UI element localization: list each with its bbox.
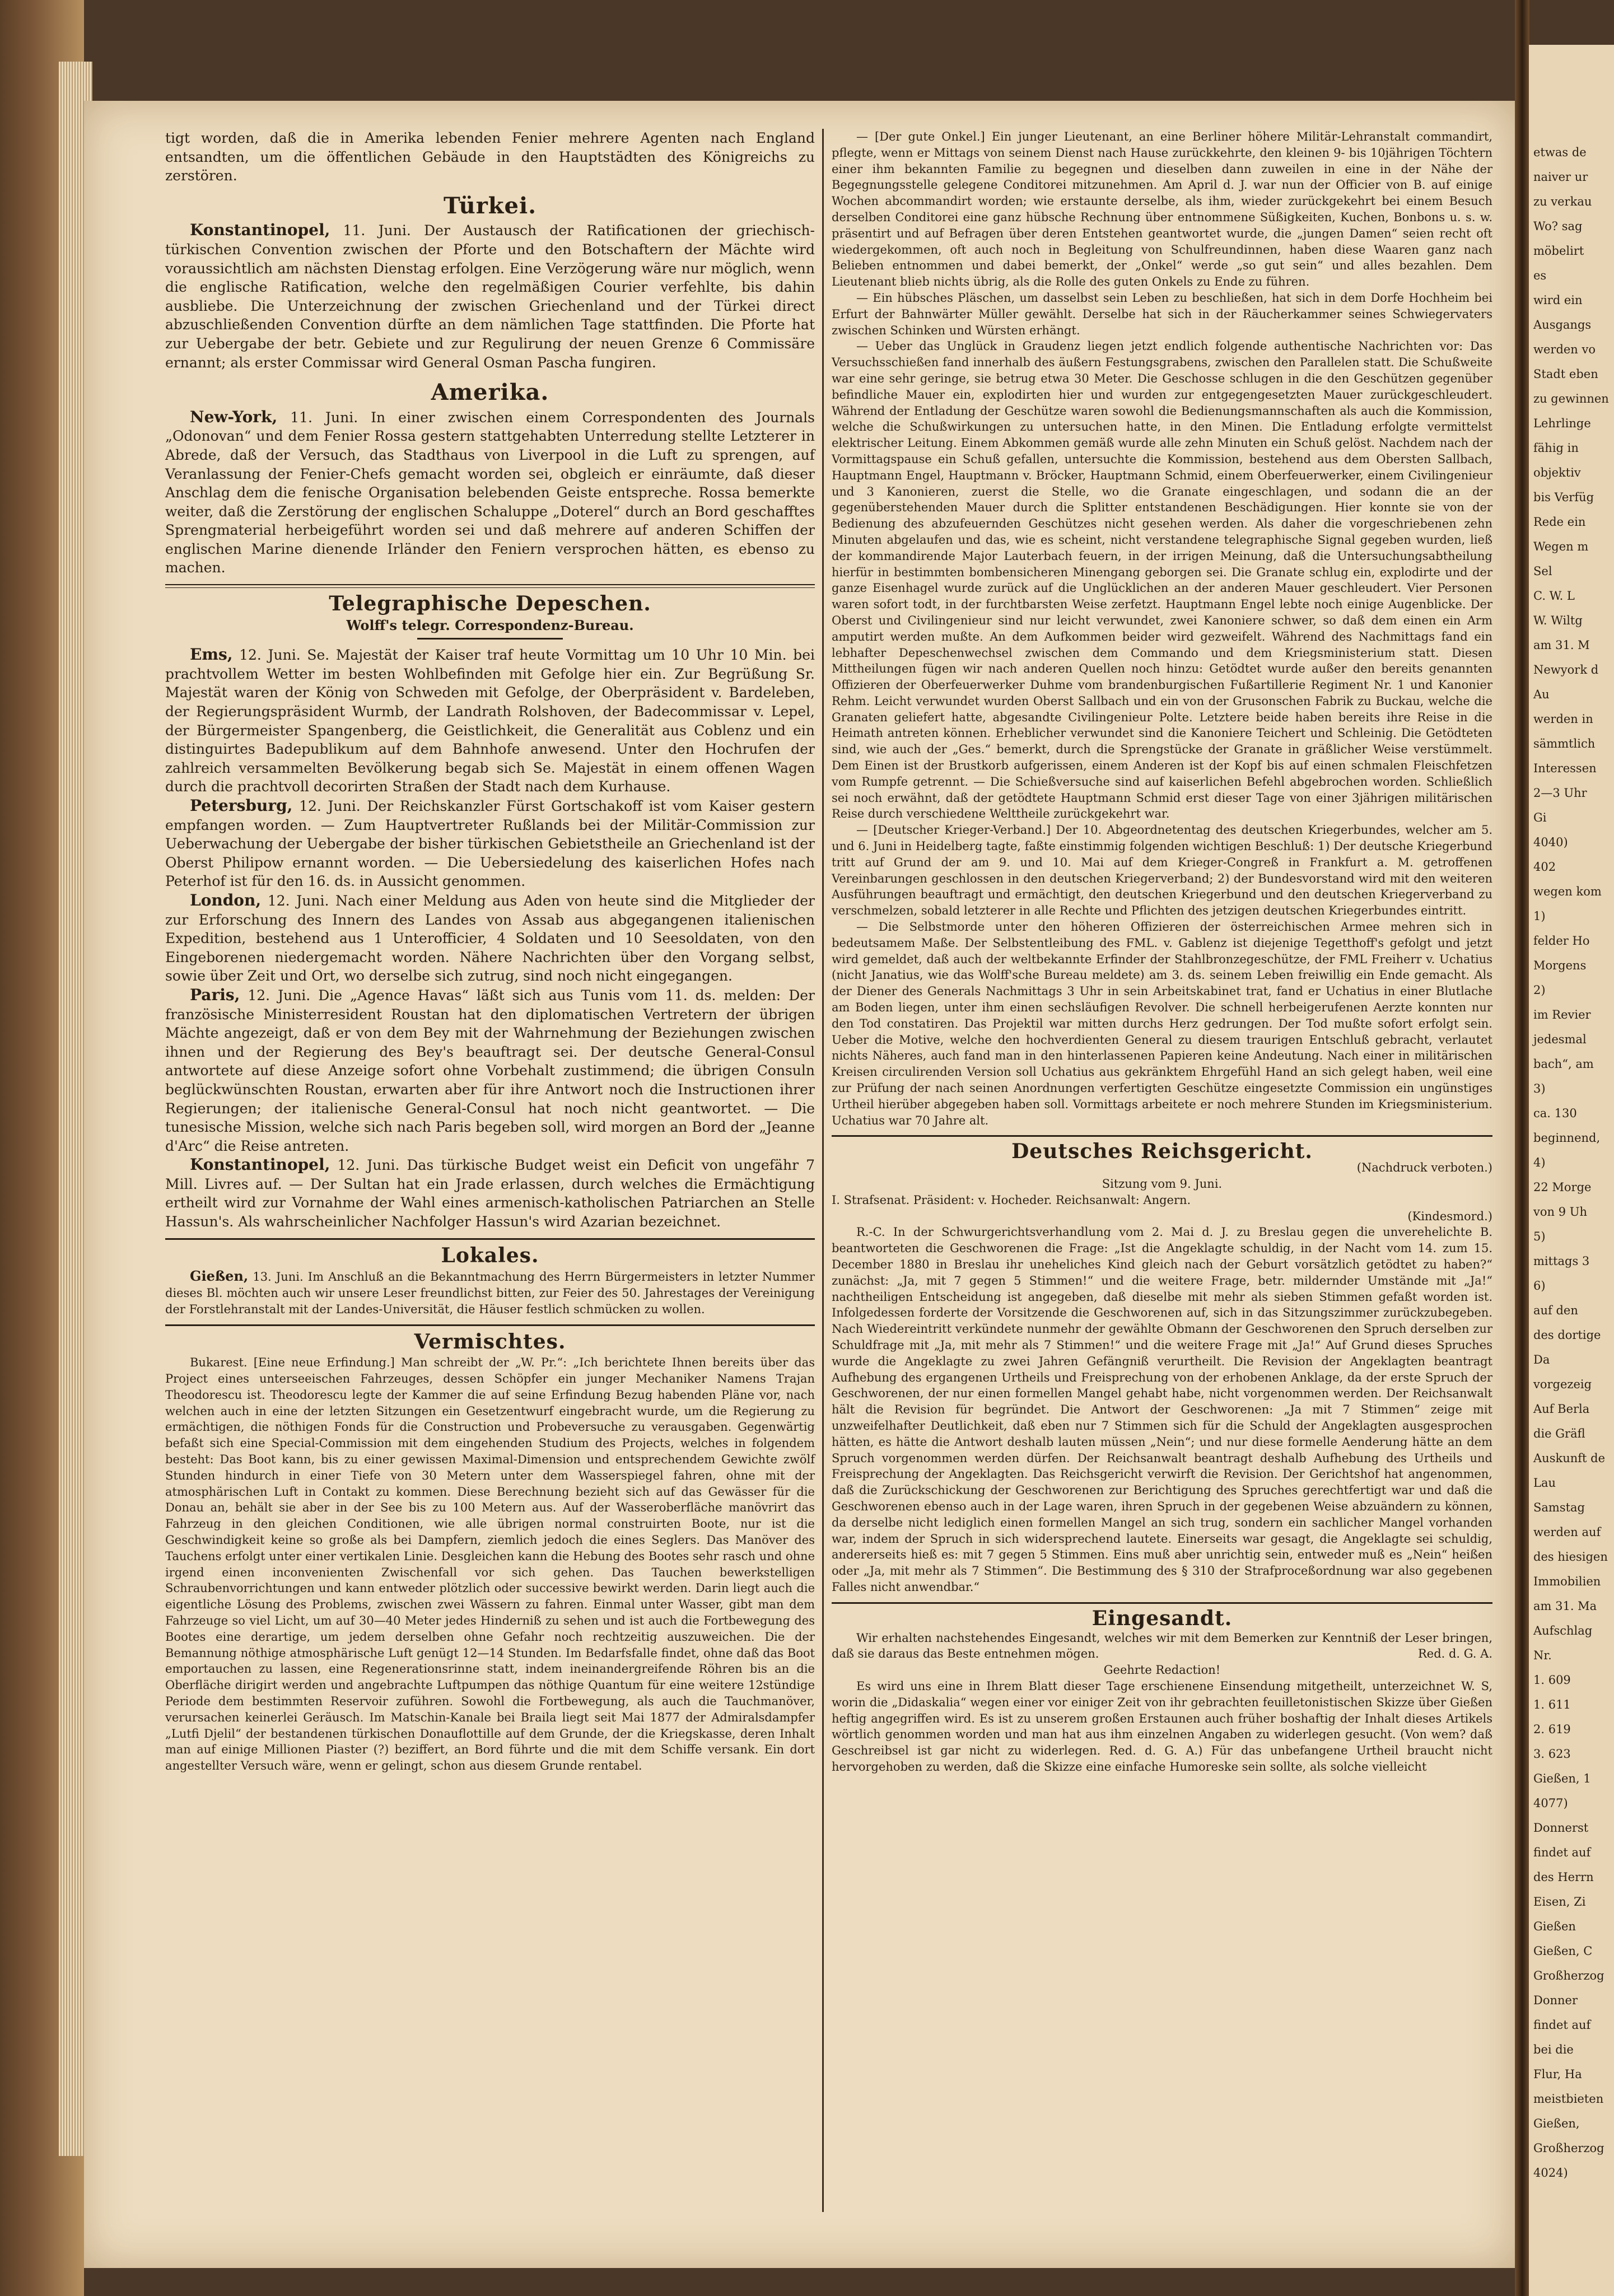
next-page-line: 2) — [1533, 983, 1546, 997]
petersburg-dispatch — [165, 796, 815, 891]
next-page-line: des hiesigen — [1533, 1550, 1608, 1564]
next-page-line: Donner — [1533, 1994, 1578, 2007]
next-page-line: werden vo — [1533, 343, 1596, 356]
section-divider — [832, 1602, 1492, 1604]
article-text: 12. Juni. Nach einer Meldung aus Aden von heute sind die Mitglieder der zur Erforschung des Innern des Landes von Assab aus abgegangenen italienischen Expedition, bestehend aus 1 Unterofficier, 4 Soldaten und 10 Seesoldaten, von den Eingeborenen niedergemacht worden. Nähere Nachrichten über den Vorgang selbst, sowie über Zeit und Ort, wo derselbe sich zutrug, sind noch nicht eingegangen. — [165, 892, 815, 984]
next-page-line: werden in — [1533, 712, 1593, 726]
next-page-line: 402 — [1533, 860, 1556, 874]
telegraph-subheading: Wolff's telegr. Correspondenz-Bureau. — [346, 617, 634, 633]
eingesandt-heading: Eingesandt. — [1091, 1606, 1233, 1630]
kriegerverband-article: — [Deutscher Krieger-Verband.] Der 10. Abgeordnetentag des deutschen Kriegerbundes, welcher am 5. und 6. Juni in Heidelberg tagte, faßte einstimmig folgenden wichtigen Beschluß: 1) Der deutsche Kriegerbund tritt auf Grund der am 9. und 10. Mai auf dem Krieger-Congreß in Frankfurt a. M. getroffenen Vereinbarungen geschlossen in den deutschen Kriegerverband; 2) der Bundesvorstand wird mit den weiteren Ausführungen beauftragt und ermächtigt, den deutschen Kriegerbund und den deutschen Kriegerverband zu verschmelzen, sobald letzterer in alle Rechte und Pflichten des jetzigen deutschen Kriegerbundes eintritt. — [832, 823, 1492, 918]
next-page-line: Lehrlinge — [1533, 417, 1591, 430]
section-divider — [165, 584, 815, 588]
next-page-line: des dortige — [1533, 1328, 1601, 1342]
next-page-line: vorgezeig — [1533, 1378, 1592, 1391]
ems-dispatch — [165, 645, 815, 796]
next-page-line: 4024) — [1533, 2166, 1568, 2180]
next-page-line: Wo? sag — [1533, 220, 1583, 233]
next-page-line: Donnerst — [1533, 1821, 1589, 1835]
next-page-line: 5) — [1533, 1230, 1546, 1243]
next-page-line: Gießen, C — [1533, 1944, 1593, 1958]
book-gutter — [1515, 0, 1529, 2296]
next-page-line: 2—3 Uhr — [1533, 786, 1587, 800]
next-page-line: fähig in — [1533, 441, 1579, 455]
next-page-line: Interessen — [1533, 762, 1597, 775]
article-text: 12. Juni. Die „Agence Havas“ läßt sich aus Tunis vom 11. ds. melden: Der französische Ministerresident Roustan hat den diplomatischen Vertretern der übrigen Mächte angezeigt, daß er von dem Bey mit der Wahrnehmung der Beziehungen zwischen ihnen und der Regierung des Bey's beauftragt sei. Der deutsche General-Consul antwortete auf diese Anzeige sofort ohne Vorbehalt zustimmend; die übrigen Consuln beglückwünschten Roustan, erwarten aber für ihre Antwort noch die Instructionen ihrer Regierungen; der italienische General-Consul hat noch nicht geantwortet. — Die tunesische Mission, welche sich nach Paris begeben soll, wird morgen an Bord der „Jeanne d'Arc“ die Reise antreten. — [165, 987, 815, 1154]
graudenz-article: — Ueber das Unglück in Graudenz liegen jetzt endlich folgende authentische Nachrichten vor: Das Versuchsschießen fand innerhalb des äußern Festungsgrabens, zwischen den Parallelen statt. Die Schußweite war eine sehr geringe, sie betrug etwa 30 Meter. Die Geschosse schlugen in die den Geschützen gegenüber befindliche Mauer ein, explodirten hier und wurden zur entgegengesetzten Mauer zurückgeschleudert. Während der Entladung der Geschütze waren sowohl die Bedienungsmannschaften als auch die Kommission, welche die Schußwirkungen zu untersuchen hatte, in den Minen. Die Entladung erfolgte vermittelst elektrischer Leitung. Einem Abkommen gemäß wurde alle zehn Minuten ein Schuß gelöst. Nachdem nach der Vormittagspause ein Schuß gefallen, untersuchte die Kommission, bestehend aus dem Obersten Sallbach, Hauptmann Engel, Hauptmann v. Bröcker, Hauptmann Schmid, einem Oberfeuerwerker, einem Civilingenieur und 3 Kanonieren, zuerst die Stelle, wo die Granate eingeschlagen, und sodann die an der gegenüberstehenden Mauer durch die Splitter entstandenen Beschädigungen. Hier konnte sie von der Bedienung des abzufeuernden Geschützes nicht gesehen werden. Als daher die vorgeschriebenen zehn Minuten abgelaufen und das, wie es scheint, nicht verstandene telegraphische Signal gegeben wurden, ließ der kommandirende Major Lauterbach feuern, in der irrigen Meinung, daß die Untersuchungsabtheilung hierfür in bestimmten bombensicheren Minengang geborgen sei. Die Granate schlug ein, explodirte und der ganze Eisenhagel wurde zurück auf die Unglücklichen an der anderen Mauer geschleudert. Vier Personen waren sofort todt, in der furchtbarsten Weise zerfetzt. Hauptmann Engel lebte noch einige Augenblicke. Der Oberst und Civilingenieur sind nur leicht verwundet, zwei Kanoniere schwer, so daß dem einen ein Arm amputirt werden mußte. An dem Aufkommen beider wird gezweifelt. Während des Nachmittags fand ein lebhafter Depeschenwechsel zwischen dem Commando und dem Kriegsministerium statt. Diesen Mittheilungen fügen wir nach anderen Quellen noch hinzu: Getödtet wurde außer den bereits genannten Offizieren der Oberfeuerwerker Duhme vom brandenburgischen Fußartillerie Regiment Nr. 1 und Kanonier Rehm. Leicht verwundet wurden Oberst Sallbach und ein von der Grusonschen Fabrik zu Buckau, welche die Granaten geliefert hatte, abgesandte Civilingenieur Polte. Letztere beide haben bereits ihre Reise in die Heimath antreten können. Erheblicher verwundet sind die Kanoniere Teichert und Schleinig. Die Getödteten sind, wie auch der „Ges.“ bemerkt, durch die Sprengstücke der Granate in gräßlicher Weise verstümmelt. Dem Einen ist der Brustkorb aufgerissen, einem Anderen ist der Kopf bis auf einen schmalen Fleischfetzen vom Rumpfe getrennt. — Die Schießversuche sind auf kaiserlichen Befehl abgebrochen worden. Schließlich sei noch erwähnt, daß der getödtete Hauptmann Schmid erst dieser Tage von einer 3jährigen militärischen Reise durch verschiedene Welttheile zurückgekehrt war. — [832, 339, 1492, 821]
dateline-place: Konstantinopel, — [190, 1155, 330, 1174]
next-page-line: 3) — [1533, 1082, 1546, 1095]
next-page-line: findet auf — [1533, 1846, 1591, 1859]
next-page-line: Gi — [1533, 811, 1547, 824]
section-divider — [832, 1135, 1492, 1137]
next-page-line: Rede ein — [1533, 515, 1586, 529]
next-page-line: Wegen m — [1533, 540, 1589, 553]
next-page-line: Morgens — [1533, 959, 1587, 972]
next-page-line: W. Wiltg — [1533, 614, 1583, 627]
dateline-place: London, — [190, 890, 262, 909]
lokales-heading: Lokales. — [441, 1243, 539, 1267]
next-page-line: etwas de — [1533, 146, 1587, 159]
next-page-line: 6) — [1533, 1279, 1546, 1292]
next-page-line: 22 Morge — [1533, 1180, 1592, 1194]
next-page-line: am 31. Ma — [1533, 1599, 1597, 1613]
next-page-line: 1) — [1533, 909, 1546, 923]
session-date: Sitzung vom 9. Juni. — [1102, 1177, 1223, 1191]
reprint-note: (Nachdruck verboten.) — [1356, 1161, 1492, 1175]
right-column — [832, 129, 1492, 1775]
hochheim-article: — Ein hübsches Pläschen, um dasselbst sein Leben zu beschließen, hat sich in dem Dorfe Hochheim bei Erfurt der Bahnwärter Müller gewählt. Derselbe hat sich in der Räucherkammer seines Schwiegervaters zwischen Schinken und Würsten erhängt. — [832, 291, 1492, 337]
amerika-heading: Amerika. — [431, 379, 549, 406]
article-text: 12. Juni. Das türkische Budget weist ein Deficit von ungefähr 7 Mill. Livres auf. — Der Sultan hat ein Jrade erlassen, durch welches die Ermächtigung ertheilt wird zur Vornahme der Wahl eines armenisch-katholischen Patriarchen an Stelle Hassun's. Als wahrscheinlicher Nachfolger Hassun's wird Azarian bezeichnet. — [165, 1157, 815, 1230]
senate-line: I. Strafsenat. Präsident: v. Hocheder. Reichsanwalt: Angern. — [832, 1193, 1191, 1207]
next-page-line: die Gräfl — [1533, 1427, 1585, 1440]
next-page-line: 4) — [1533, 1156, 1546, 1169]
dateline-place: Konstantinopel, — [190, 221, 330, 240]
next-page-line: mittags 3 — [1533, 1254, 1590, 1268]
section-divider — [165, 1324, 815, 1326]
dateline-place: Gießen, — [190, 1268, 249, 1285]
next-page-line: Auf Berla — [1533, 1402, 1590, 1416]
case-label: (Kindesmord.) — [1407, 1209, 1492, 1223]
next-page-line: 4077) — [1533, 1796, 1568, 1810]
next-page-line: des Herrn — [1533, 1870, 1594, 1884]
eingesandt-letter: Es wird uns eine in Ihrem Blatt dieser Tage erschienene Einsendung mitgetheilt, unterzeichnet W. S, worin die „Didaskalia“ wegen einer vor einiger Zeit von ihr gebrachten feuilletonistischen Skizze über Gießen heftig angegriffen wird. Es ist zu unserem großen Erstaunen auch früher boshaftig der Inhalt dieses Artikels wörtlich genommen worden und man hat aus ihm einzelnen Angaben zu widerlegen gesucht. (Von wem? daß Geschreibsel ist gar nicht zu widerlegen. Red. d. G. A.) Für das unbefangene Urtheil braucht nicht hervorgehoben zu werden, daß die Skizze eine einfache Humoreske sein sollte, als solche vielleicht — [832, 1679, 1492, 1774]
next-page-line: werden auf — [1533, 1525, 1601, 1539]
dateline-place: New-York, — [190, 407, 278, 426]
turkei-article — [165, 221, 815, 372]
selbstmorde-article: — Die Selbstmorde unter den höheren Offizieren der österreichischen Armee mehren sich in bedeutsamem Maße. Der Selbstentleibung des FML. v. Gablenz ist diejenige Tegetthoff's gefolgt und jetzt wird gemeldet, daß auch der weltbekannte Erfinder der Stahlbronzegeschütze, der FML Freiherr v. Uchatius (nicht Janatius, wie das Wolff'sche Bureau meldete) am 3. ds. seinem Leben freiwillig ein Ende gemacht. Als der Diener des Generals Nachmittags 3 Uhr in sein Arbeitskabinet trat, fand er Uchatius in einer Blutlache am Boden liegen, unter ihm einen sechsläufigen Revolver. Die schnell herbeigerufenen Aerzte konnten nur den Tod constatiren. Das Projektil war mitten durchs Herz gedrungen. Der Tod mußte sofort erfolgt sein. Ueber die Motive, welche den hochverdienten General zu diesem traurigen Entschluß gebracht, verlautet nichts Näheres, auch fand man in den hinterlassenen Papieren keine Andeutung. Nach einer in militärischen Kreisen circulirenden Version soll Uchatius aus gekränktem Ehrgefühl Hand an sich gelegt haben, weil eine zur Prüfung der nach seinen Anordnungen verfertigten Geschütze eingesetzte Commission ein ungünstiges Urtheil hierüber abgegeben haben soll. Vormittags arbeitete er noch mehrere Stunden im Kriegsministerium. Uchatius war 70 Jahre alt. — [832, 920, 1492, 1127]
next-page-line: zu verkau — [1533, 195, 1592, 208]
next-page-line: Großherzog — [1533, 1969, 1604, 1982]
next-page-line: Gießen, — [1533, 2117, 1580, 2130]
next-page-line: bis Verfüg — [1533, 491, 1594, 504]
next-page-line: Lau — [1533, 1476, 1556, 1490]
next-page-line: Flur, Ha — [1533, 2068, 1582, 2081]
dateline-place: Ems, — [190, 645, 233, 664]
vermischtes-heading: Vermischtes. — [414, 1329, 566, 1354]
next-page-line: Au — [1533, 688, 1550, 701]
onkel-article: — [Der gute Onkel.] Ein junger Lieutenant, an eine Berliner höhere Militär-Lehranstalt commandirt, pflegte, wenn er Mittags von seinem Dienst nach Hause zurückkehrte, den kleinen 9- bis 10jährigen Töchtern einer ihm bekannten Familie zu begegnen und dieselben dann zuweilen in eine in der Nähe der Begegnungsstelle gelegene Conditorei mitzunehmen. Am April d. J. war nun der Officier von B. auf einige Wochen abcommandirt worden; wie erstaunte derselbe, als ihm, wieder zurückgekehrt bei einem Besuch derselben Conditorei eine ganz hübsche Rechnung über entnommene Süßigkeiten, Kuchen, Bonbons u. s. w. präsentirt und auf Befragen über deren Entstehen geantwortet wurde, die „jungen Damen“ seien recht oft wiedergekommen, oft auch noch in Begleitung von Schulfreundinnen, haben diese Waaren ganz nach Belieben entnommen und dabei bemerkt, der „Onkel“ werde „so gut sein“ und alles bezahlen. Dem Lieutenant blieb nichts übrig, als die Rolle des guten Onkels zu Ende zu führen. — [832, 130, 1492, 289]
next-page-line: am 31. M — [1533, 638, 1590, 652]
telegraph-heading: Telegraphische Depeschen. — [329, 592, 651, 616]
london-dispatch — [165, 891, 815, 986]
next-page-line: auf den — [1533, 1304, 1578, 1317]
intro-text: Wir erhalten nachstehendes Eingesandt, welches wir mit dem Bemerken zur Kenntniß der Leser bringen, daß sie daraus das Beste entnehmen mögen. — [832, 1631, 1492, 1661]
next-page-line: findet auf — [1533, 2018, 1591, 2032]
next-page-line: Sel — [1533, 564, 1552, 578]
next-page-line: felder Ho — [1533, 934, 1590, 948]
next-page-line: naiver ur — [1533, 170, 1588, 184]
next-page-line: 4040) — [1533, 836, 1568, 849]
next-page-line: beginnend, — [1533, 1131, 1601, 1145]
giessen-note — [165, 1268, 815, 1317]
next-page-line: von 9 Uh — [1533, 1205, 1587, 1219]
next-page-line: Ausgangs — [1533, 318, 1592, 332]
bukarest-article: Bukarest. [Eine neue Erfindung.] Man schreibt der „W. Pr.“: „Ich berichtete Ihnen bereits über das Project eines unterseeischen Fahrzeuges, dessen Schöpfer ein junger Mechaniker Namens Trajan Theodorescu ist. Theodorescu legte der Kammer die auf seine Erfindung Bezug habenden Pläne vor, nach welchen auch in eine der letzten Sitzungen ein Gesetzentwurf eingebracht wurde, um die Regierung zu ermächtigen, die nöthigen Fonds für die Construction und Probeversuche zu verausgaben. Gegenwärtig befaßt sich eine Special-Commission mit dem eingehenden Studium des Projects, welches in folgendem besteht: Das Boot kann, bis zu einer gewissen Maximal-Dimension und entsprechendem Gewichte zwölf Stunden hindurch in einer Tiefe von 30 Metern unter dem Wasserspiegel fahren, ohne mit der atmosphärischen Luft in Contakt zu kommen. Diese Berechnung bezieht sich auf das Gewässer für die Donau an, behält sie aber in der See bis zu 100 Metern aus. Auf der Wasseroberfläche manövrirt das Fahrzeug in den gleichen Conditionen, wie alle übrigen normal construirten Boote, nur ist die Geschwindigkeit keine so große als bei Dampfern, ziemlich jedoch die eines Seglers. Das Manöver des Tauchens erfolgt unter einer vertikalen Linie. Desgleichen kann die Hebung des Bootes sehr rasch und ohne irgend einen inconvenienten Zwischenfall vor sich gehen. Das Tauchen bewerkstelligen Schraubenvorrichtungen und kann entweder plötzlich oder successive bewirkt werden. Darin liegt auch die eigentliche Lösung des Problems, zwischen zwei Wässern zu fahren. Einmal unter Wasser, gibt man dem Fahrzeuge so viel Licht, um auf 30—40 Meter jedes Hinderniß zu sehen und ist auch die Fortbewegung des Bootes eine derartige, um jedem derselben ohne Gefahr noch rechtzeitig auszuweichen. Die der Bemannung nöthige atmosphärische Luft genügt 12—14 Stunden. Im Bedarfsfalle findet, ohne daß das Boot emportauchen zu lassen, eine Regenerationsrinne statt, indem ineinandergreifende Röhren bis an die Oberfläche dirigirt werden und angebrachte Luftpumpen das nöthige Quantum für eine weitere 12stündige Periode dem bestimmten Reservoir zuführen. Sowohl die Fortbewegung, als auch die Tauchmanöver, verursachen keinerlei Geräusch. Im Matschin-Kanale bei Braila liegt seit Mai 1877 der Admiralsdampfer „Lutfi Djelil“ der bestandenen türkischen Donauflottille auf dem Grunde, der die Kriegskasse, deren Inhalt man auf einige Millionen Piaster (?) beziffert, an Bord führte und die mit dem Schiffe versank. Ein dort angestellter Versuch wäre, wenn er gelingt, schon aus diesem Grunde rentabel. — [165, 1356, 815, 1773]
dateline-place: Petersburg, — [190, 796, 293, 815]
next-page-line: 2. 619 — [1533, 1723, 1571, 1736]
next-page-line: Gießen, 1 — [1533, 1772, 1591, 1785]
next-page-line: im Revier — [1533, 1008, 1591, 1021]
next-page-line: 1. 611 — [1533, 1698, 1571, 1711]
next-page-line: Immobilien — [1533, 1575, 1601, 1588]
next-page-line: möbelirt — [1533, 244, 1584, 258]
next-page-line: bei die — [1533, 2043, 1574, 2056]
next-page-line: wird ein — [1533, 293, 1583, 307]
next-page-line: es — [1533, 269, 1547, 282]
next-page-line: Eisen, Zi — [1533, 1895, 1586, 1908]
editor-signature: Red. d. G. A. — [1417, 1647, 1492, 1661]
next-page-line: ca. 130 — [1533, 1107, 1577, 1120]
short-rule — [417, 638, 563, 640]
column-divider — [822, 129, 824, 2212]
article-text: 12. Juni. Se. Majestät der Kaiser traf heute Vormittag um 10 Uhr 10 Min. bei prachtvollem Wetter im besten Wohlbefinden mit Gefolge hier ein. Zur Begrüßung Sr. Majestät waren der König von Schweden mit Gefolge, der Oberpräsident v. Bardeleben, der Regierungspräsident Wurmb, der Landrath Rolshoven, der Badecommissar v. Lepel, der Bürgermeister Spangenberg, die Geistlichkeit, die Generalität aus Coblenz und ein distinguirtes Badepublikum auf dem Bahnhofe anwesend. Unter den Hochrufen der zahlreich versammelten Bevölkerung begab sich Se. Majestät in einem offenen Wagen durch die prachtvoll decorirten Straßen der Stadt nach dem Kurhause. — [165, 647, 815, 795]
salutation: Geehrte Redaction! — [1103, 1663, 1221, 1677]
next-page-fragment — [1529, 45, 1614, 2296]
dateline-place: Paris, — [190, 985, 240, 1004]
next-page-line: objektiv — [1533, 466, 1581, 479]
next-page-line: 3. 623 — [1533, 1747, 1571, 1761]
next-page-line: Samstag — [1533, 1501, 1585, 1514]
next-page-line: Großherzog — [1533, 2141, 1604, 2155]
next-page-line: Stadt eben — [1533, 367, 1598, 381]
article-text: 13. Juni. Im Anschluß an die Bekanntmachung des Herrn Bürgermeisters in letzter Nummer dieses Bl. möchten auch wir unsere Leser freundlichst bitten, zur Feier des 50. Jahrestages der Vereinigung der Forstlehranstalt mit der Landes-Universität, die Häuser festlich schmücken zu wollen. — [165, 1270, 815, 1316]
intro-paragraph: tigt worden, daß die in Amerika lebenden Fenier mehrere Agenten nach England entsandten, um die öffentlichen Gebäude in den Hauptstädten des Königreichs zu zerstören. — [165, 130, 815, 184]
next-page-line: bach“, am — [1533, 1057, 1594, 1071]
next-page-line: meistbieten — [1533, 2092, 1604, 2106]
next-page-line: jedesmal — [1533, 1033, 1587, 1046]
next-page-line: Nr. — [1533, 1649, 1552, 1662]
left-column — [165, 129, 815, 1774]
newspaper-page — [84, 101, 1515, 2268]
next-page-line: 1. 609 — [1533, 1673, 1571, 1687]
reichsgericht-heading: Deutsches Reichsgericht. — [1011, 1140, 1313, 1164]
next-page-line: Da — [1533, 1353, 1550, 1366]
next-page-line: Auskunft de — [1533, 1452, 1605, 1465]
next-page-line: sämmtlich — [1533, 737, 1596, 750]
article-text: 12. Juni. Der Reichskanzler Fürst Gortschakoff ist vom Kaiser gestern empfangen worden. — Zum Hauptvertreter Rußlands bei der Militär-Commission zur Ueberwachung der Uebergabe der bisher türkischen Gebietstheile an Griechenland ist der Oberst Philipow ernannt worden. — Die Uebersiedelung des kaiserlichen Hofes nach Peterhof ist für den 16. ds. in Aussicht genommen. — [165, 798, 815, 890]
next-page-line: Gießen — [1533, 1920, 1576, 1933]
paris-dispatch — [165, 986, 815, 1155]
amerika-article — [165, 408, 815, 577]
article-text: 11. Juni. Der Austausch der Ratificationen der griechisch-türkischen Convention zwischen der Pforte und den Botschaftern der Mächte wird voraussichtlich am nächsten Dienstag erfolgen. Eine Verzögerung wäre nur möglich, wenn die englische Ratification, welche den regelmäßigen Courier verfehlte, bis dahin ausbliebe. Die Unterzeichnung der zwischen Griechenland und der Türkei direct abzuschließenden Convention dürfte an dem nämlichen Tage stattfinden. Die Pforte hat zur Uebergabe der betr. Gebiete und zur Regulirung der neuen Grenze 6 Commissäre ernannt; als erster Commissar wird General Osman Pascha fungiren. — [165, 222, 815, 371]
next-page-line: Aufschlag — [1533, 1624, 1593, 1637]
turkei-heading: Türkei. — [443, 192, 537, 219]
next-page-line: wegen kom — [1533, 885, 1602, 898]
article-text: 11. Juni. In einer zwischen einem Correspondenten des Journals „Odonovan“ und dem Fenier Rossa gestern stattgehabten Unterredung stellte Letzterer in Abrede, daß der Versuch, das Stadthaus von Liverpool in die Luft zu sprengen, auf Veranlassung der Fenier-Chefs gemacht worden sei, obgleich er einräumte, daß dieser Anschlag dem die fenische Organisation belebenden Geiste entspreche. Rossa bemerkte weiter, daß die Zerstörung der englischen Schaluppe „Doterel“ durch an Bord geschafftes Sprengmaterial herbeigeführt worden sei und daß mehrere auf anderen Schiffen der englischen Marine dienende Irländer den Feniern versprochen hätten, es ebenso zu machen. — [165, 409, 815, 576]
section-divider — [165, 1238, 815, 1240]
eingesandt-intro — [832, 1630, 1492, 1663]
next-page-line: C. W. L — [1533, 589, 1575, 603]
next-page-line: Newyork d — [1533, 663, 1599, 676]
konstantinopel-dispatch — [165, 1155, 815, 1231]
next-page-line: zu gewinnen — [1533, 392, 1609, 405]
reichsgericht-article: R.-C. In der Schwurgerichtsverhandlung vom 2. Mai d. J. zu Breslau gegen die unverehelichte B. beantworteten die Geschworenen die Frage: „Ist die Angeklagte schuldig, in der Nacht vom 14. zum 15. December 1880 in Breslau ihr uneheliches Kind gleich nach der Geburt vorsätzlich getödtet zu haben?“ zunächst: „Ja, mit 7 gegen 5 Stimmen!“ und die weitere Frage, betr. mildernder Umstände mit „Ja!“ nachtheiligen Entscheidung ist angegeben, daß dieselbe mit mehr als sieben Stimmen gefaßt worden ist. Infolgedessen forderte der Vorsitzende die Geschworenen auf, sich in das Sitzungszimmer zurückzubegeben. Nach Wiedereintritt verkündete nunmehr der gewählte Obmann der Geschworenen den Spruch derselben zur Schuldfrage mit „Ja, mit mehr als 7 Stimmen!“ und die weitere Frage mit „Ja!“ Auf Grund dieses Spruches wurde die Angeklagte zu zwei Jahren Gefängniß verurtheilt. Die Revision der Angeklagten beantragt Aufhebung des ergangenen Urtheils und Freisprechung von der erhobenen Anklage, da der erste Spruch der Geschworenen, der nur einen formellen Mangel gehabt habe, nicht vorgenommen werden. Der Reichsanwalt hält die Revision für begründet. Die Antwort der Geschworenen: „Ja mit 7 Stimmen“ zeige mit unzweifelhafter Deutlichkeit, daß eben nur 7 Stimmen sich für die Schuld der Angeklagten ausgesprochen hätten, es hätte die Antwort deshalb lauten müssen „Nein“; und nur diese formelle Aenderung hätte an dem Spruch vorgenommen werden dürfen. Der Reichsanwalt beantragt deshalb Aufhebung des Urtheils und Freisprechung der Angeklagten. Das Reichsgericht verwirft die Revision. Der Gerichtshof hat angenommen, daß die Zurückschickung der Geschworenen zur Berichtigung des Spruches gerechtfertigt war und daß die Geschworenen ebenso auch in der Lage waren, ihren Spruch in der gegebenen Weise abzuändern zu können, da derselbe nicht lediglich einen formellen Mangel an sich trug, sondern ein sachlicher Mangel vorhanden war, indem der Spruch in sich widersprechend lautete. Einerseits war gesagt, die Angeklagte sei schuldig, andererseits hieß es: mit 7 gegen 5 Stimmen. Eins muß aber unrichtig sein, entweder muß es „Nein“ heißen oder „Ja, mit mehr als 7 Stimmen“. Die Bestimmung des § 310 der Strafproceßordnung war also gegebenen Falles nicht anwendbar.“ — [832, 1225, 1492, 1594]
